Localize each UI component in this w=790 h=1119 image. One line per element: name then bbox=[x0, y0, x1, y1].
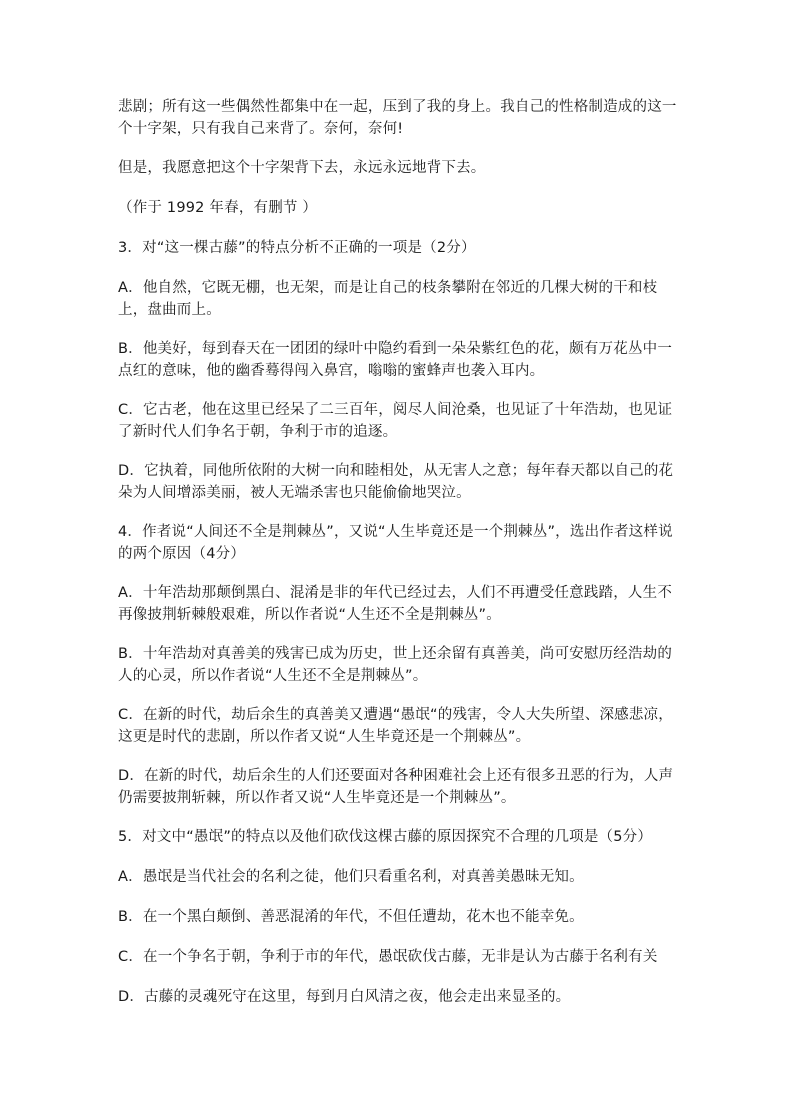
question-5-option-b: B．在一个黑白颠倒、善恶混淆的年代，不但任遭劫，花木也不能幸免。 bbox=[118, 909, 584, 925]
question-4-stem: 4．作者说“人间还不全是荆棘丛”，又说“人生毕竟还是一个荆棘丛”，选出作者这样说的两个原因（4分） bbox=[118, 524, 673, 562]
question-5-option-a: A．愚氓是当代社会的名利之徒，他们只看重名利，对真善美愚昧无知。 bbox=[118, 869, 584, 885]
question-3-option-c: C．它古老，他在这里已经呆了二三百年，阅尽人间沧桑，也见证了十年浩劫，也见证了新时代人们争名于朝，争利于市的追逐。 bbox=[118, 402, 673, 440]
question-3-option-d: D．它执着，同他所依附的大树一向和睦相处，从无害人之意；每年春天都以自己的花朵为人间增添美丽，被人无端杀害也只能偷偷地哭泣。 bbox=[118, 463, 674, 501]
question-4-option-a: A．十年浩劫那颠倒黑白、混淆是非的年代已经过去，人们不再遭受任意践踏，人生不再像披荆斩棘般艰难，所以作者说“人生还不全是荆棘丛”。 bbox=[118, 585, 673, 623]
document-page bbox=[118, 96, 678, 1026]
question-4-option-b: B．十年浩劫对真善美的残害已成为历史，世上还余留有真善美，尚可安慰历经浩劫的人的心灵，所以作者说“人生还不全是荆棘丛”。 bbox=[118, 646, 673, 684]
passage-ending-paragraph: 悲剧；所有这一些偶然性都集中在一起，压到了我的身上。我自己的性格制造成的这一个十字架，只有我自己来背了。奈何，奈何! bbox=[118, 99, 677, 137]
question-5-option-d: D．古藤的灵魂死守在这里，每到月白风清之夜，他会走出来显圣的。 bbox=[118, 989, 571, 1005]
question-3-option-a: A．他自然，它既无棚，也无架，而是让自己的枝条攀附在邻近的几棵大树的干和枝上，盘曲而上。 bbox=[118, 280, 658, 318]
question-4-option-d: D．在新的时代，劫后余生的人们还要面对各种困难社会上还有很多丑恶的行为，人声仍需要披荆斩棘，所以作者又说“人生毕竟还是一个荆棘丛”。 bbox=[118, 768, 674, 806]
passage-source-note: （作于 1992 年春，有删节 ） bbox=[118, 200, 318, 216]
question-4-option-c: C．在新的时代，劫后余生的真善美又遭遇“愚氓“的残害，令人大失所望、深感悲凉，这更是时代的悲剧，所以作者又说“人生毕竟还是一个荆棘丛”。 bbox=[118, 707, 673, 745]
question-5-stem: 5．对文中“愚氓”的特点以及他们砍伐这棵古藤的原因探究不合理的几项是（5分） bbox=[118, 829, 653, 845]
question-3-stem: 3．对“这一棵古藤”的特点分析不正确的一项是（2分） bbox=[118, 240, 476, 256]
passage-closing-sentence: 但是，我愿意把这个十字架背下去，永远永远地背下去。 bbox=[118, 160, 486, 176]
question-5-option-c: C．在一个争名于朝，争利于市的年代，愚氓砍伐古藤，无非是认为古藤于名利有关 bbox=[118, 949, 658, 965]
question-3-option-b: B．他美好，每到春天在一团团的绿叶中隐约看到一朵朵紫红色的花，颇有万花丛中一点红的意味，他的幽香蓦得闯入鼻宫，嗡嗡的蜜蜂声也袭入耳内。 bbox=[118, 341, 673, 379]
